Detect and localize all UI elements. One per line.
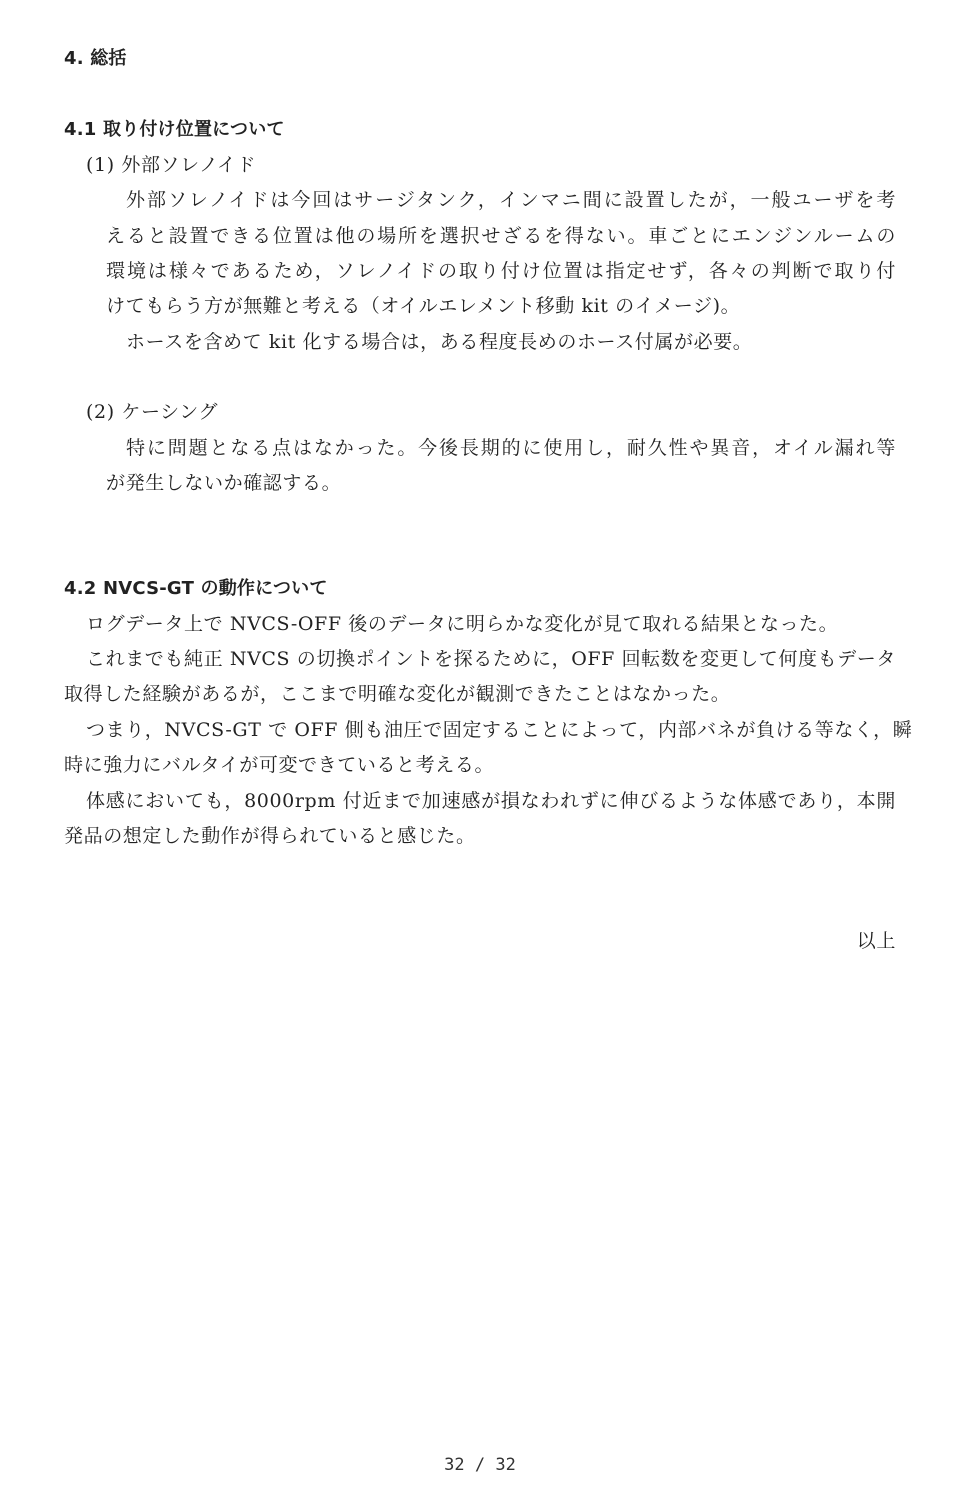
section-title: 4. 総括 (64, 48, 127, 69)
paragraph-line: 特に問題となる点はなかった。今後長期的に使用し，耐久性や異音，オイル漏れ等 (126, 437, 896, 459)
paragraph-line: ログデータ上で NVCS-OFF 後のデータに明らかな変化が見て取れる結果となった。 (86, 613, 839, 635)
subsection-title-4-1: 4.1 取り付け位置について (64, 119, 285, 140)
item-label-casing: (2) ケーシング (86, 401, 219, 423)
paragraph-line: えると設置できる位置は他の場所を選択せざるを得ない。車ごとにエンジンルームの (106, 225, 896, 247)
subsection-title-4-2: 4.2 NVCS-GT の動作について (64, 578, 328, 599)
paragraph-line: これまでも純正 NVCS の切換ポイントを探るために，OFF 回転数を変更して何度もデータ (86, 648, 896, 670)
paragraph-line: ホースを含めて kit 化する場合は，ある程度長めのホース付属が必要。 (126, 331, 753, 353)
paragraph-line: 時に強力にバルタイが可変できていると考える。 (64, 754, 495, 776)
paragraph-line: 取得した経験があるが，ここまで明確な変化が観測できたことはなかった。 (64, 683, 731, 705)
item-label-external-solenoid: (1) 外部ソレノイド (86, 154, 257, 176)
paragraph-line: が発生しないか確認する。 (106, 472, 342, 494)
page-number: 32 / 32 (444, 1455, 516, 1475)
paragraph-line: けてもらう方が無難と考える（オイルエレメント移動 kit のイメージ)。 (106, 295, 741, 317)
closing-mark: 以上 (856, 930, 896, 952)
paragraph-line: 発品の想定した動作が得られていると感じた。 (64, 825, 476, 847)
paragraph-line: 外部ソレノイドは今回はサージタンク，インマニ間に設置したが，一般ユーザを考 (126, 189, 896, 211)
paragraph-line: 体感においても，8000rpm 付近まで加速感が損なわれずに伸びるような体感であり，本開 (86, 790, 896, 812)
paragraph-line: 環境は様々であるため，ソレノイドの取り付け位置は指定せず，各々の判断で取り付 (106, 260, 896, 282)
paragraph-line: つまり，NVCS-GT で OFF 側も油圧で固定することによって，内部バネが負ける等なく，瞬 (86, 719, 913, 741)
